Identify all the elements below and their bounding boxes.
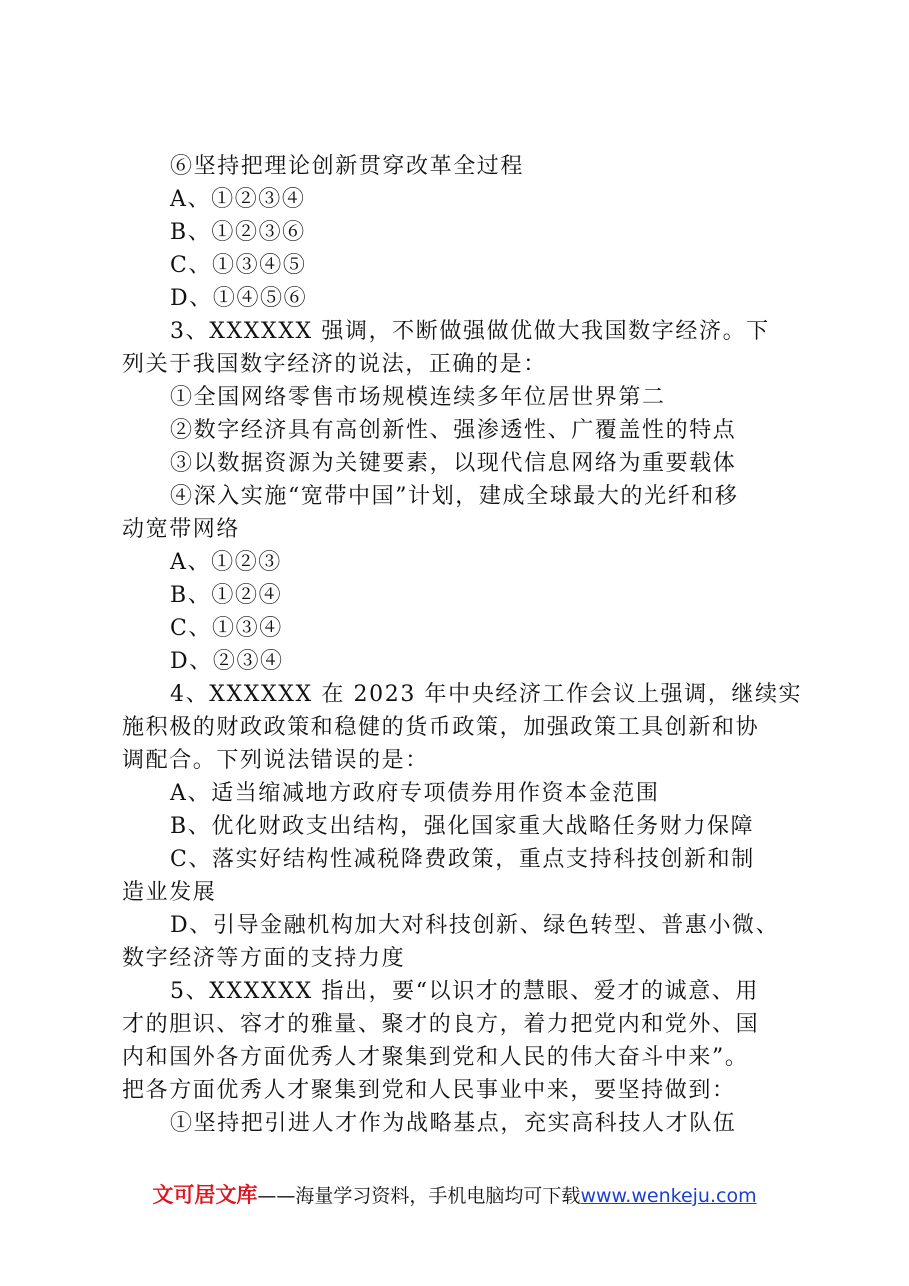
text-line: 才的胆识、容才的雅量、聚才的良方，着力把党内和党外、国 bbox=[122, 1012, 760, 1037]
text-line: 动宽带网络 bbox=[122, 517, 241, 542]
text-line: ③以数据资源为关键要素，以现代信息网络为重要载体 bbox=[170, 451, 737, 476]
text-line: B、优化财政支出结构，强化国家重大战略任务财力保障 bbox=[170, 814, 755, 839]
text-line: 内和国外各方面优秀人才聚集到党和人民的伟大奋斗中来”。 bbox=[122, 1045, 749, 1070]
text-line: D、引导金融机构加大对科技创新、绿色转型、普惠小微、 bbox=[170, 913, 780, 938]
page-footer bbox=[0, 1180, 909, 1211]
text-line: D、②③④ bbox=[170, 649, 284, 674]
text-line: 施积极的财政政策和稳健的货币政策，加强政策工具创新和协 bbox=[122, 715, 760, 740]
text-line: C、①③④ bbox=[170, 616, 283, 641]
text-line: ①全国网络零售市场规模连续多年位居世界第二 bbox=[170, 385, 666, 410]
text-line: 3、XXXXXX 强调，不断做强做优做大我国数字经济。下 bbox=[170, 319, 770, 344]
website-link[interactable]: www.wenkeju.com bbox=[580, 1185, 757, 1207]
text-line: A、①②③ bbox=[170, 550, 282, 575]
text-line: 列关于我国数字经济的说法，正确的是： bbox=[122, 352, 547, 377]
text-line: 造业发展 bbox=[122, 880, 217, 905]
text-line: B、①②④ bbox=[170, 583, 283, 608]
text-line: 调配合。下列说法错误的是： bbox=[122, 748, 429, 773]
brand-name: 文可居文库 bbox=[152, 1183, 258, 1207]
text-line: C、落实好结构性减税降费政策，重点支持科技创新和制 bbox=[170, 847, 755, 872]
text-line: A、①②③④ bbox=[170, 187, 306, 212]
text-line: 4、XXXXXX 在 2023 年中央经济工作会议上强调，继续实 bbox=[170, 682, 803, 707]
footer-tagline: ——海量学习资料，手机电脑均可下载 bbox=[257, 1185, 581, 1207]
text-line: 把各方面优秀人才聚集到党和人民事业中来，要坚持做到： bbox=[122, 1078, 736, 1103]
text-line: D、①④⑤⑥ bbox=[170, 286, 308, 311]
text-line: ⑥坚持把理论创新贯穿改革全过程 bbox=[170, 154, 525, 179]
text-line: C、①③④⑤ bbox=[170, 253, 307, 278]
text-line: ①坚持把引进人才作为战略基点，充实高科技人才队伍 bbox=[170, 1111, 737, 1136]
text-line: A、适当缩减地方政府专项债券用作资本金范围 bbox=[170, 781, 660, 806]
text-line: 数字经济等方面的支持力度 bbox=[122, 946, 406, 971]
text-line: B、①②③⑥ bbox=[170, 220, 306, 245]
text-line: ②数字经济具有高创新性、强渗透性、广覆盖性的特点 bbox=[170, 418, 737, 443]
text-line: 5、XXXXXX 指出，要“以识才的慧眼、爱才的诚意、用 bbox=[170, 979, 760, 1004]
text-line: ④深入实施“宽带中国”计划，建成全球最大的光纤和移 bbox=[170, 484, 739, 509]
